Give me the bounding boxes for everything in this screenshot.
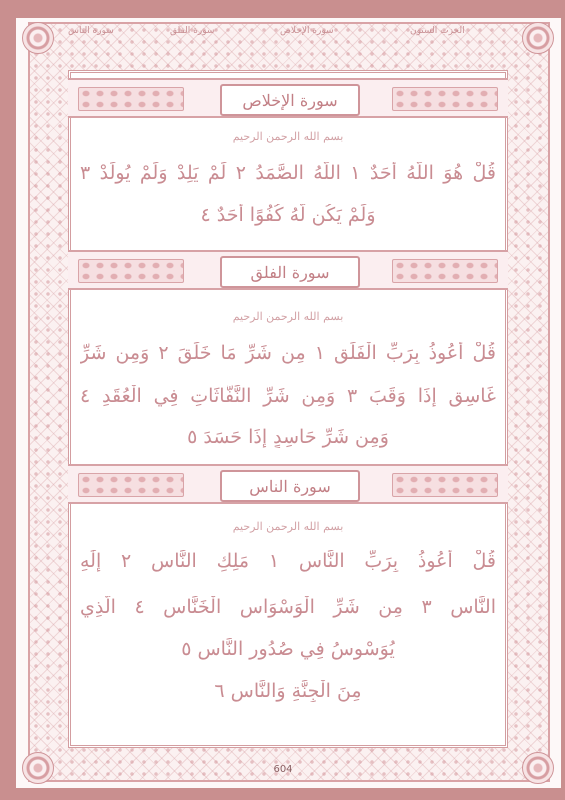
header-label-hizb: الحزب الستون	[410, 26, 465, 36]
corner-medallion-icon	[22, 752, 54, 784]
header-nav	[0, 26, 565, 46]
basmala: بسم الله الرحمن الرحيم	[232, 520, 344, 533]
header-label-ikhlas: سورة الإخلاص	[280, 26, 334, 36]
verse-line: غَاسِقٍ إِذَا وَقَبَ ٣ وَمِن شَرِّ النَّفَّاثَاتِ فِي الْعُقَدِ ٤	[80, 385, 496, 407]
banner-ornament-icon	[78, 259, 184, 283]
verse-line: قُلْ هُوَ اللَّهُ أَحَدٌ ١ اللَّهُ الصَّمَدُ ٢ لَمْ يَلِدْ وَلَمْ يُولَدْ ٣	[80, 162, 496, 184]
header-label-falaq: سورة الفلق	[170, 26, 215, 36]
banner-ornament-icon	[78, 473, 184, 497]
basmala: بسم الله الرحمن الرحيم	[232, 130, 344, 143]
page-number: 604	[273, 764, 293, 775]
verse-line: مِنَ الْجِنَّةِ وَالنَّاسِ ٦	[214, 680, 362, 702]
surah-banner-ikhlas	[68, 78, 508, 118]
banner-ornament-icon	[392, 87, 498, 111]
corner-medallion-icon	[522, 752, 554, 784]
surah-title: سورة الناس	[220, 470, 360, 502]
banner-ornament-icon	[392, 259, 498, 283]
surah-title: سورة الإخلاص	[220, 84, 360, 116]
verse-line: قُلْ أَعُوذُ بِرَبِّ الْفَلَقِ ١ مِن شَرِّ مَا خَلَقَ ٢ وَمِن شَرِّ	[80, 342, 496, 364]
basmala: بسم الله الرحمن الرحيم	[232, 310, 344, 323]
banner-ornament-icon	[78, 87, 184, 111]
surah-banner-falaq	[68, 250, 508, 290]
header-label-nas: سورة الناس	[68, 26, 114, 36]
verse-line: وَمِن شَرِّ حَاسِدٍ إِذَا حَسَدَ ٥	[187, 426, 389, 448]
surah-title: سورة الفلق	[220, 256, 360, 288]
verse-line: قُلْ أَعُوذُ بِرَبِّ النَّاسِ ١ مَلِكِ النَّاسِ ٢ إِلَٰهِ	[80, 550, 496, 572]
verse-line: النَّاسِ ٣ مِن شَرِّ الْوَسْوَاسِ الْخَنَّاسِ ٤ الَّذِي	[80, 596, 496, 618]
banner-ornament-icon	[392, 473, 498, 497]
verse-line: وَلَمْ يَكُن لَّهُ كُفُوًا أَحَدٌ ٤	[200, 204, 376, 226]
verse-line: يُوَسْوِسُ فِي صُدُورِ النَّاسِ ٥	[181, 638, 395, 660]
surah-banner-nas	[68, 464, 508, 504]
